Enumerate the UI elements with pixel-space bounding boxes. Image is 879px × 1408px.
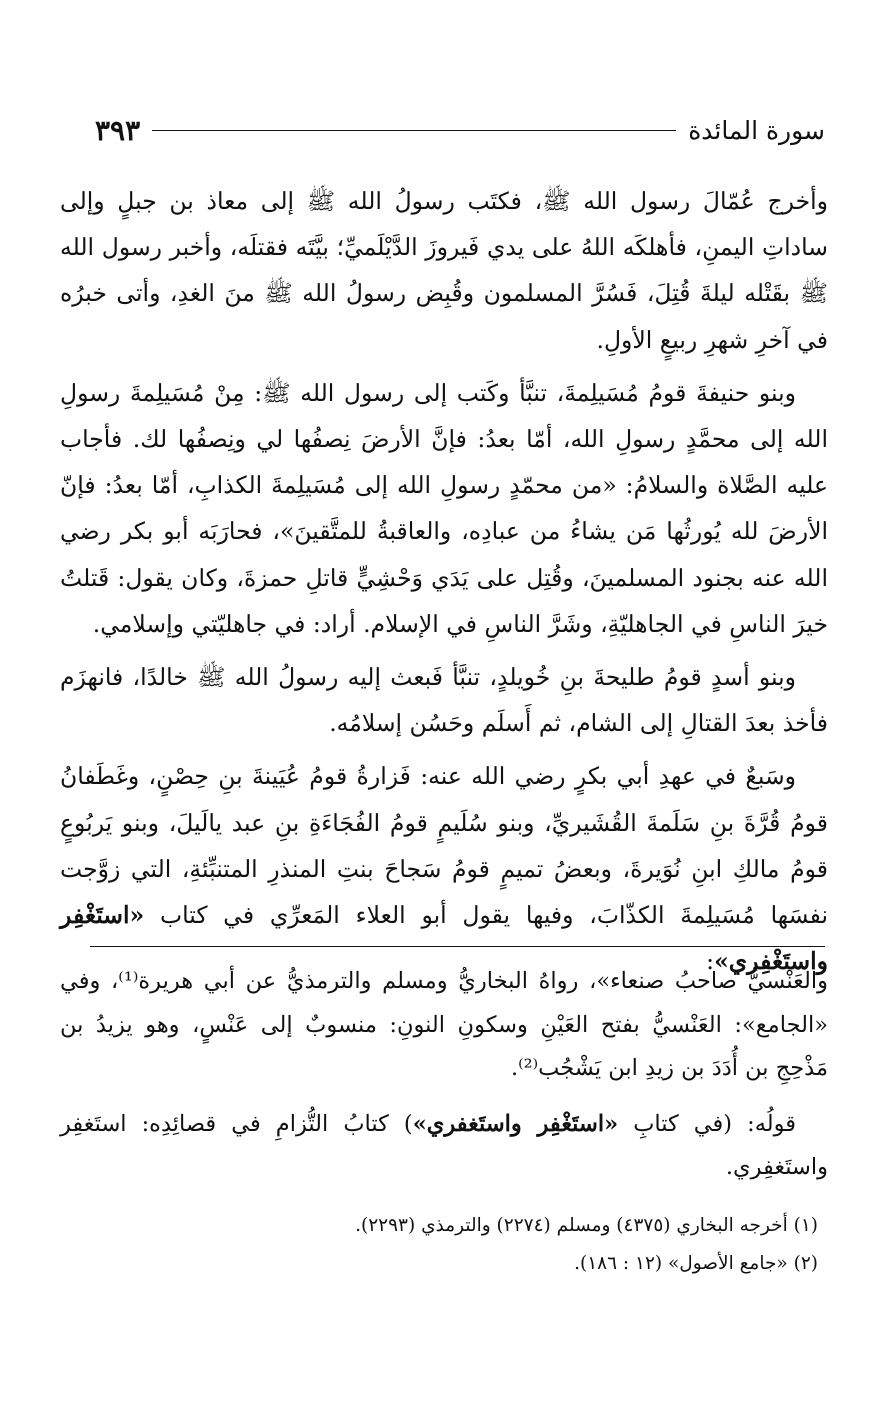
main-text bbox=[60, 178, 828, 991]
section-divider bbox=[90, 946, 825, 947]
commentary-text: قولُه: (في كتابِ bbox=[618, 1110, 797, 1137]
paragraph-end: : bbox=[706, 947, 715, 976]
page-header bbox=[95, 110, 825, 150]
main-paragraph: وأخرج عُمّالَ رسول الله ﷺ، فكتَب رسولُ الله ﷺ إلى معاذ بن جبلٍ وإلى ساداتِ اليمنِ، فأهلكَه اللهُ على يدي فَيروزَ الدَّيْلَميِّ؛ بيَّتَه فقتلَه، وأخبر رسول الله ﷺ بقَتْله ليلةَ قُتِلَ، فَسُرَّ المسلمون وقُبِض رسولُ الله ﷺ منَ الغدِ، وأتى خبرُه في آخرِ شهرِ ربيعٍ الأولِ. bbox=[60, 187, 828, 354]
commentary-paragraph: والعَنْسيُّ صاحبُ صنعاء»، رواهُ البخاريُّ ومسلم والترمذيُّ عن أبي هريرة⁽¹⁾، وفي «الجامع»: العَنْسيُّ بفتح العَيْنِ وسكونِ النونِ: منسوبٌ إلى عَنْسٍ، وهو يزيدُ بن مَذْحِجِ بن أُدَدَ بن زيدِ ابن يَشْجُب⁽²⁾. bbox=[60, 968, 828, 1081]
book-title: «استَغْفِر واستَغْفِري» bbox=[60, 901, 828, 976]
page-number: ٣٩٣ bbox=[95, 113, 141, 147]
footnote-2: (٢) «جامع الأصول» (١٢ : ١٨٦). bbox=[574, 1253, 818, 1274]
footnote-1: (١) أخرجه البخاري (٤٣٧٥) ومسلم (٢٢٧٤) والترمذي (٢٢٩٣). bbox=[355, 1215, 818, 1236]
surah-title: سورة المائدة bbox=[688, 115, 825, 145]
main-paragraph: وبنو حنيفةَ قومُ مُسَيلِمةَ، تنبَّأ وكَتب إلى رسول الله ﷺ: مِنْ مُسَيلِمةَ رسولِ الله إلى محمَّدٍ رسولِ الله، أمّا بعدُ: فإنَّ الأرضَ نِصفُها لي ونِصفُها لك. فأجاب عليه الصَّلاة والسلامُ: «من محمّدٍ رسولِ الله إلى مُسَيلِمةَ الكذابِ، أمّا بعدُ: فإنّ الأرضَ لله يُورثُها مَن يشاءُ من عبادِه، والعاقبةُ للمتَّقينَ»، فحارَبَه أبو بكر رضي الله عنه بجنود المسلمينَ، وقُتِل على يَدَي وَحْشِيٍّ قاتلِ حمزةَ، وكان يقول: قَتلتُ خيرَ الناسِ في الجاهليّةِ، وشَرَّ الناسِ في الإسلام. أراد: في جاهليّتي وإسلامي. bbox=[60, 378, 828, 638]
book-title: «استَغْفِر واستَغفري» bbox=[412, 1110, 619, 1137]
commentary-text: ) كتابُ التُّزامِ في قصائِدِه: استَغفِر واستَغفِري. bbox=[60, 1110, 828, 1180]
main-paragraph bbox=[60, 753, 828, 984]
footnotes bbox=[60, 1207, 828, 1283]
main-paragraph: وبنو أسدٍ قومُ طليحةَ بنِ خُويلدٍ، تنبَّأ فَبعث إليه رسولُ الله ﷺ خالدًا، فانهزَم فأخذ بعدَ القتالِ إلى الشام، ثم أَسلَم وحَسُن إسلامُه. bbox=[60, 663, 828, 738]
paragraph-text: وسَبعٌ في عهدِ أبي بكرٍ رضي الله عنه: فَزارةُ قومُ عُيَينةَ بنِ حِصْنٍ، وغَطَفانُ قومُ قُرَّةَ بنِ سَلَمةَ القُشَيريِّ، وبنو سُلَيمٍ قومُ الفُجَاءَةِ بنِ عبد يالَيلَ، وبنو يَربُوعٍ قومُ مالكِ ابنِ نُوَيرةَ، وبعضُ تميمٍ قومُ سَجاحَ بنتِ المنذرِ المتنبِّئةِ، التي زوَّجت نفسَها مُسَيلِمةَ الكذّابَ، وفيها يقول أبو العلاء المَعرِّي في كتاب bbox=[60, 762, 828, 930]
header-rule bbox=[152, 130, 676, 131]
commentary bbox=[60, 960, 828, 1202]
commentary-paragraph bbox=[60, 1103, 828, 1190]
